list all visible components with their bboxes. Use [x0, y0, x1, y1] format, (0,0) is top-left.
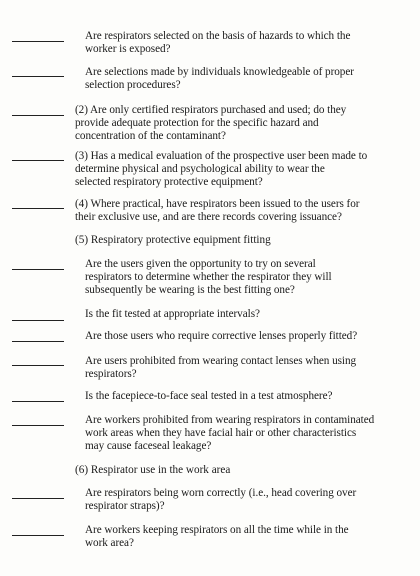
question-q13 — [85, 524, 412, 550]
answer-blank[interactable] — [12, 425, 64, 426]
question-line: respirator straps)? — [85, 500, 165, 512]
section-heading: (5) Respiratory protective equipment fitting — [75, 234, 271, 246]
answer-blank[interactable] — [12, 535, 64, 536]
question-line: Are respirators being worn correctly (i.e., head covering over — [85, 487, 357, 499]
answer-blank[interactable] — [12, 269, 64, 270]
question-line: Are users prohibited from wearing contact lenses when using — [85, 355, 357, 367]
question-q1 — [85, 30, 412, 56]
question-line: Are selections made by individuals knowledgeable of proper — [85, 66, 354, 78]
question-q3 — [75, 104, 412, 143]
question-line: Are the users given the opportunity to try on several — [85, 258, 316, 270]
question-line: Are workers keeping respirators on all the time while in the — [85, 524, 349, 536]
answer-blank[interactable] — [12, 208, 64, 209]
question-line: their exclusive use, and are there records covering issuance? — [75, 211, 342, 223]
question-line: work area? — [85, 537, 134, 549]
question-q5 — [75, 198, 412, 224]
answer-blank[interactable] — [12, 401, 64, 402]
answer-blank[interactable] — [12, 320, 64, 321]
section-heading: (6) Respirator use in the work area — [75, 464, 231, 476]
question-line: Are workers prohibited from wearing respirators in contaminated — [85, 414, 375, 426]
question-line: determine physical and psychological ability to wear the — [75, 163, 325, 175]
question-q8 — [85, 330, 412, 343]
question-q9 — [85, 355, 412, 381]
answer-blank[interactable] — [12, 115, 64, 116]
question-line: Is the fit tested at appropriate intervals? — [85, 308, 260, 320]
answer-blank[interactable] — [12, 498, 64, 499]
question-line: (2) Are only certified respirators purchased and used; do they — [75, 104, 347, 116]
question-q2 — [85, 66, 412, 92]
answer-blank[interactable] — [12, 365, 64, 366]
question-q10 — [85, 390, 412, 403]
question-q4 — [75, 150, 412, 189]
question-line: worker is exposed? — [85, 43, 171, 55]
question-line: may cause faceseal leakage? — [85, 440, 212, 452]
question-q12 — [85, 487, 412, 513]
question-q6 — [85, 258, 412, 297]
answer-blank[interactable] — [12, 341, 64, 342]
question-line: respirators? — [85, 368, 137, 380]
answer-blank[interactable] — [12, 41, 64, 42]
question-line: subsequently be wearing is the best fitting one? — [85, 284, 295, 296]
answer-blank[interactable] — [12, 76, 64, 77]
question-line: concentration of the contaminant? — [75, 130, 226, 142]
question-line: work areas when they have facial hair or other characteristics — [85, 427, 357, 439]
question-line: (4) Where practical, have respirators been issued to the users for — [75, 198, 360, 210]
question-q7 — [85, 308, 412, 321]
question-line: respirators to determine whether the respirator they will — [85, 271, 332, 283]
question-line: selection procedures? — [85, 79, 181, 91]
question-line: Is the facepiece-to-face seal tested in a test atmosphere? — [85, 390, 333, 402]
question-line: (3) Has a medical evaluation of the prospective user been made to — [75, 150, 368, 162]
question-line: Are those users who require corrective lenses properly fitted? — [85, 330, 358, 342]
answer-blank[interactable] — [12, 160, 64, 161]
question-line: selected respiratory protective equipment? — [75, 176, 263, 188]
question-line: provide adequate protection for the specific hazard and — [75, 117, 319, 129]
question-line: Are respirators selected on the basis of hazards to which the — [85, 30, 351, 42]
question-q11 — [85, 414, 412, 453]
